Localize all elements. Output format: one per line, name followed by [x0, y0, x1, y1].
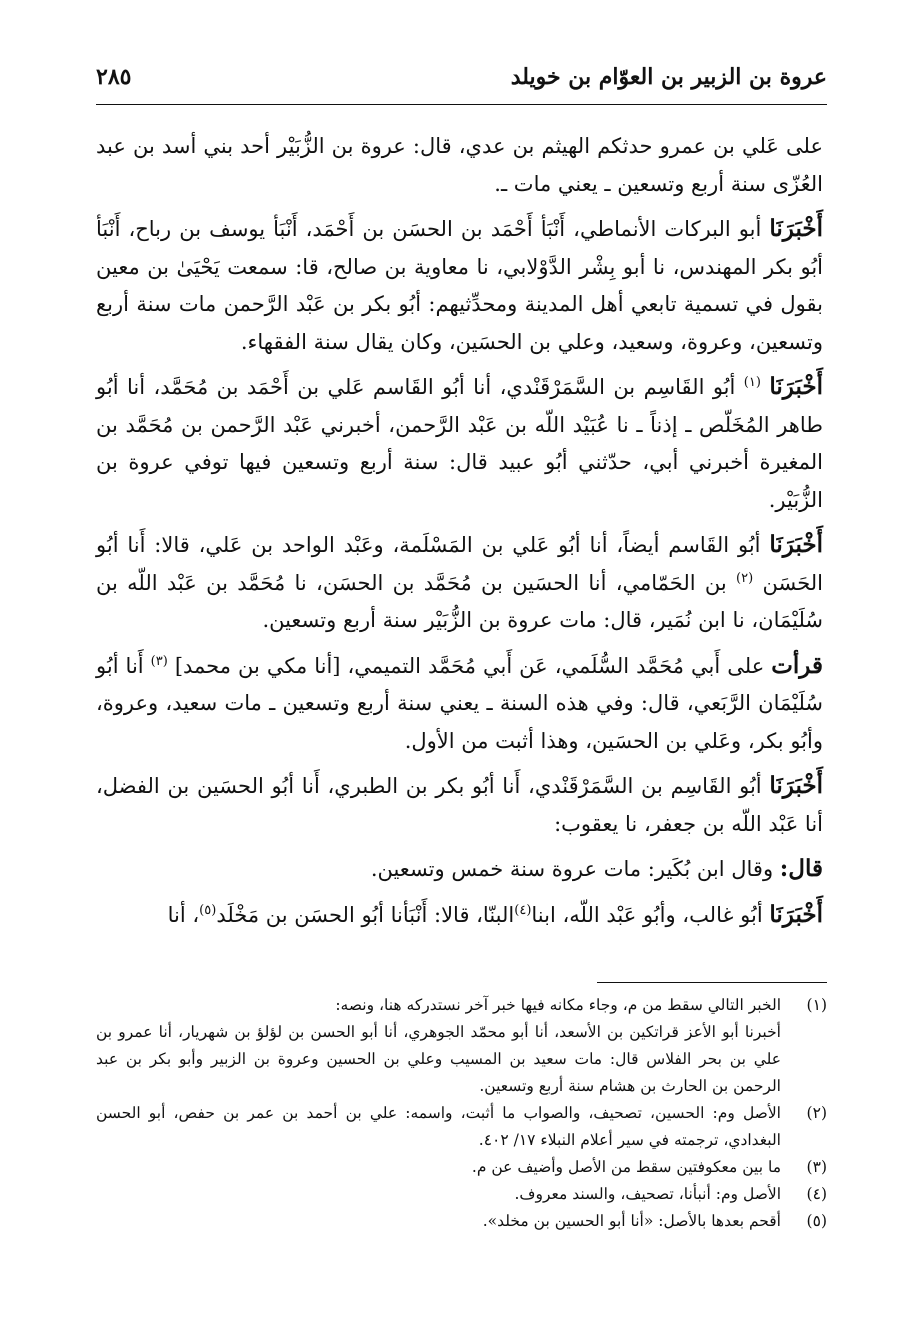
opening-keyword: قال: — [779, 855, 823, 882]
footnote-number: (٢) — [806, 1104, 827, 1122]
paragraph — [96, 850, 823, 889]
paragraph — [96, 128, 823, 203]
paragraph — [96, 767, 823, 843]
footnotes — [96, 992, 827, 1235]
footnote-number: (١) — [806, 996, 827, 1014]
footnote — [96, 1208, 827, 1235]
footnote-text: الأصل وم: الحسين، تصحيف، والصواب ما أثبت، واسمه: علي بن أحمد بن عمر بن حفص، أبو الحسن البغدادي، ترجمته في سير أعلام النبلاء ١٧/ ٤٠٢. — [96, 1104, 781, 1149]
footnote — [96, 992, 827, 1100]
opening-keyword: أَخْبَرَنَا — [769, 373, 823, 400]
running-title: عروة بن الزبير بن العوّام بن خويلد — [510, 64, 827, 90]
opening-keyword: أَخْبَرَنَا — [769, 531, 823, 558]
paragraph-text: وقال ابن بُكَير: مات عروة سنة خمس وتسعين. — [370, 857, 780, 881]
footnote-reference: (٢) — [736, 570, 754, 586]
footnote-text: الخبر التالي سقط من م، وجاء مكانه فيها خبر آخر نستدركه هنا، ونصه: — [335, 996, 781, 1014]
header-rule — [96, 104, 827, 105]
opening-keyword: أَخْبَرَنَا — [769, 215, 823, 242]
footnote — [96, 1181, 827, 1208]
footnote-number: (٥) — [806, 1212, 827, 1230]
footnote — [96, 1154, 827, 1181]
main-text — [96, 128, 823, 941]
footnote-text: الأصل وم: أنبأنا، تصحيف، والسند معروف. — [514, 1185, 781, 1203]
page-header — [96, 60, 827, 100]
footnote-text: أخبرنا أبو الأعز قراتكين بن الأسعد، أنا أبو محمّد الجوهري، أنا أبو الحسن بن لؤلؤ بن شهريار، أنا عمرو بن علي بن بحر الفلاس قال: مات سعيد بن المسيب وعلي بن الحسين وعروة بن الزبير وأبو بكر بن عبد الرحمن بن الحارث بن هشام سنة أربع وتسعين. — [96, 1023, 781, 1095]
paragraph-text: أبُو غالب، وأبُو عَبْد اللّه، ابنا — [531, 902, 770, 927]
footnote-text: أقحم بعدها بالأصل: «أنا أبو الحسين بن مخلد». — [482, 1212, 781, 1230]
footnote-reference: (٤) — [514, 902, 532, 918]
opening-keyword: قرأت — [771, 651, 823, 679]
footnote-text: ما بين معكوفتين سقط من الأصل وأضيف عن م. — [471, 1158, 781, 1176]
footnote-reference: (١) — [743, 375, 761, 390]
paragraph-text: أَنا أبُو سُلَيْمَان الرَّبَعي، قال: وفي هذه السنة ـ يعني سنة أربع وتسعين ـ مات سعيد، وعروة، وأبُو بكر، وعَلي بن الحسَين، وهذا أثبت من الأول. — [96, 653, 823, 753]
opening-keyword: أَخْبَرَنَا — [769, 900, 823, 928]
paragraph-text: على عَلي بن عمرو حدثكم الهيثم بن عدي، قال: عروة بن الزُّبَيْر أحد بني أسد بن عبد العُزّى سنة أربع وتسعين ـ يعني مات ـ. — [96, 134, 823, 196]
paragraph-text: أبُو القَاسِم بن السَّمَرْقَنْدي، أَنا أبُو بكر بن الطبري، أَنا أبُو الحسَين بن الفضل، أنا عَبْد اللّه بن جعفر، نا يعقوب: — [96, 774, 823, 836]
footnote-reference: (٥) — [199, 902, 217, 918]
paragraph-text: على أَبي مُحَمَّد السُّلَمي، عَن أَبي مُحَمَّد التميمي، [أنا مكي بن محمد] — [167, 653, 772, 678]
footnote-number: (٣) — [806, 1158, 827, 1176]
opening-keyword: أَخْبَرَنَا — [769, 772, 823, 799]
paragraph-text: أبُو القَاسم أيضاً، أنا أبُو عَلي بن المَسْلَمة، وعَبْد الواحد بن عَلي، قالا: أَنا أبُو الحَسَن — [96, 533, 824, 595]
paragraph — [96, 526, 823, 640]
footnote-rule — [597, 982, 827, 983]
page-number: ٢٨٥ — [96, 64, 132, 90]
footnote-number: (٤) — [806, 1185, 827, 1203]
paragraph — [96, 647, 823, 761]
paragraph-text: بن الحَمّامي، أنا الحسَين بن مُحَمَّد بن الحسَن، نا مُحَمَّد بن عَبْد اللّه بن سُلَيْمَان، نا ابن نُمَير، قال: مات عروة بن الزُّبَيْر سنة أربع وتسعين. — [96, 570, 823, 632]
footnote — [96, 1100, 827, 1154]
footnote-reference: (٣) — [150, 653, 168, 669]
paragraph — [96, 210, 823, 361]
paragraph — [96, 368, 823, 519]
paragraph-text: البنّا، قالا: أَنْبَأنا أبُو الحسَن بن مَخْلَد — [216, 902, 515, 927]
paragraph — [96, 896, 823, 935]
paragraph-text: أبو البركات الأنماطي، أَنْبَأ أَحْمَد بن الحسَن بن أَحْمَد، أَنْبَأ يوسف بن رباح، أَنْبَأ أبُو بكر المهندس، نا أبو بِشْر الدَّوْلابي، نا معاوية بن صالح، قا: سمعت يَحْيَىٰ بن معين بقول في تسمية تابعي أهل المدينة ومحدِّثيهم: أبُو بكر بن عَبْد الرَّحمن مات سنة أربع وتسعين، وعروة، وسعيد، وعلي بن الحسَين، وكان يقال سنة الفقهاء. — [96, 217, 823, 354]
paragraph-text: أبُو القَاسِم بن السَّمَرْقَنْدي، أنا أبُو القَاسم عَلي بن أَحْمَد بن مُحَمَّد، أنا أبُو طاهر المُخَلّص ـ إذناً ـ نا عُبَيْد اللّه بن عَبْد الرَّحمن، أخبرني عَبْد الرَّحمن بن مُحَمَّد بن المغيرة أخبرني أبي، حدّثني أبُو عبيد قال: سنة أربع وتسعين فيها توفي عروة بن الزُّبَيْر. — [96, 375, 823, 512]
paragraph-text: ، أنا — [167, 902, 200, 927]
